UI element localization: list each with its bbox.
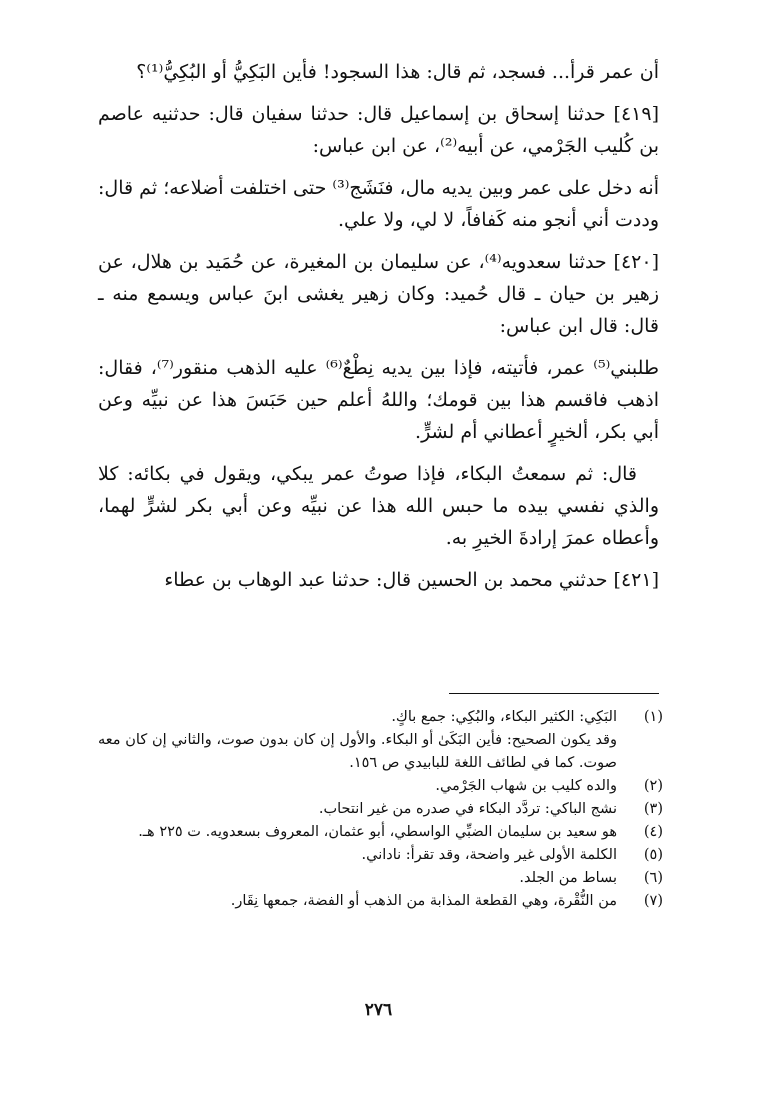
footnote-number: (٧) xyxy=(643,893,663,909)
footnote-text xyxy=(98,775,617,798)
footnote-5 xyxy=(98,844,663,867)
footnote-number: (٦) xyxy=(643,870,663,886)
footnote-line: نشج الباكي: تردَّد البكاء في صدره من غير انتحاب. xyxy=(318,801,617,817)
footnote-line: الكلمة الأولى غير واضحة، وقد تقرأ: ناداني. xyxy=(361,847,617,863)
footnote-line: من النُّقْرة، وهي القطعة المذابة من الذهب أو الفضة، جمعها نِقَار. xyxy=(230,893,617,909)
footnote-divider xyxy=(449,693,659,694)
footnote-line: والده كليب بن شهاب الجَرْمي. xyxy=(435,778,617,794)
footnote-6 xyxy=(98,867,663,890)
footnote-7 xyxy=(98,890,663,913)
footnote-number: (٥) xyxy=(643,847,663,863)
footnote-2 xyxy=(98,775,663,798)
footnote-line: وقد يكون الصحيح: فأين البَكَىٰ أو البكاء. والأول إن كان بدون صوت، والثاني إن كان معه صوت. كما في لطائف اللغة للبابيدي ص ١٥٦. xyxy=(98,732,617,771)
footnote-text xyxy=(98,844,617,867)
footnote-line: بساط من الجلد. xyxy=(519,870,617,886)
footnote-text xyxy=(98,821,617,844)
footnote-text xyxy=(98,798,617,821)
footnotes xyxy=(98,706,663,913)
footnote-number: (١) xyxy=(643,709,663,725)
paragraph-hadith-419: [٤١٩] حدثنا إسحاق بن إسماعيل قال: حدثنا سفيان قال: حدثنيه عاصم بن كُليب الجَرْمي، عن أبيه⁽²⁾، عن ابن عباس: xyxy=(98,103,659,157)
footnote-number: (٢) xyxy=(643,778,663,794)
footnote-1 xyxy=(98,706,663,775)
paragraph-6: قال: ثم سمعتُ البكاء، فإذا صوتُ عمر يبكي، ويقول في بكائه: كلا والذي نفسي بيده ما حبس الله هذا عن نبيِّه وعن أبي بكر لشرٍّ لهما، وأعطاه عمرَ إرادةَ الخيرِ به. xyxy=(98,463,659,549)
main-text xyxy=(98,56,659,606)
footnote-line: البَكِي: الكثير البكاء، والبُكِي: جمع باكٍ. xyxy=(391,709,617,725)
page-number: ٢٧٦ xyxy=(364,1000,393,1020)
paragraph-hadith-421: [٤٢١] حدثني محمد بن الحسين قال: حدثنا عبد الوهاب بن عطاء xyxy=(164,569,659,591)
paragraph-hadith-420: [٤٢٠] حدثنا سعدويه⁽⁴⁾، عن سليمان بن المغيرة، عن حُمَيد بن هلال، عن زهير بن حيان ـ قال حُميد: وكان زهير يغشى ابنَ عباس ويسمع منه ـ قال: قال ابن عباس: xyxy=(98,251,659,337)
footnote-3 xyxy=(98,798,663,821)
footnote-4 xyxy=(98,821,663,844)
footnote-line: هو سعيد بن سليمان الضبِّي الواسطي، أبو عثمان، المعروف بسعدويه. ت ٢٢٥ هـ. xyxy=(138,824,617,840)
footnote-text xyxy=(98,706,617,775)
footnote-number: (٣) xyxy=(643,801,663,817)
footnote-text xyxy=(98,890,617,913)
paragraph-5: طلبني⁽⁵⁾ عمر، فأتيته، فإذا بين يديه نِطْعٌ⁽⁶⁾ عليه الذهب منقور⁽⁷⁾، فقال: اذهب فاقسم هذا بين قومك؛ واللهُ أعلم حين حَبَسَ هذا عن نبيِّه وعن أبي بكر، ألخيرٍ أعطاني أم لشرٍّ. xyxy=(98,357,659,443)
paragraph-1: أن عمر قرأ... فسجد، ثم قال: هذا السجود! فأين البَكِيُّ أو البُكِيُّ⁽¹⁾؟ xyxy=(136,61,659,83)
paragraph-3: أنه دخل على عمر وبين يديه مال، فنَشَج⁽³⁾ حتى اختلفت أضلاعه؛ ثم قال: وددت أني أنجو منه كَفافاً، لا لي، ولا علي. xyxy=(98,177,659,231)
footnote-number: (٤) xyxy=(643,824,663,840)
footnote-text xyxy=(98,867,617,890)
